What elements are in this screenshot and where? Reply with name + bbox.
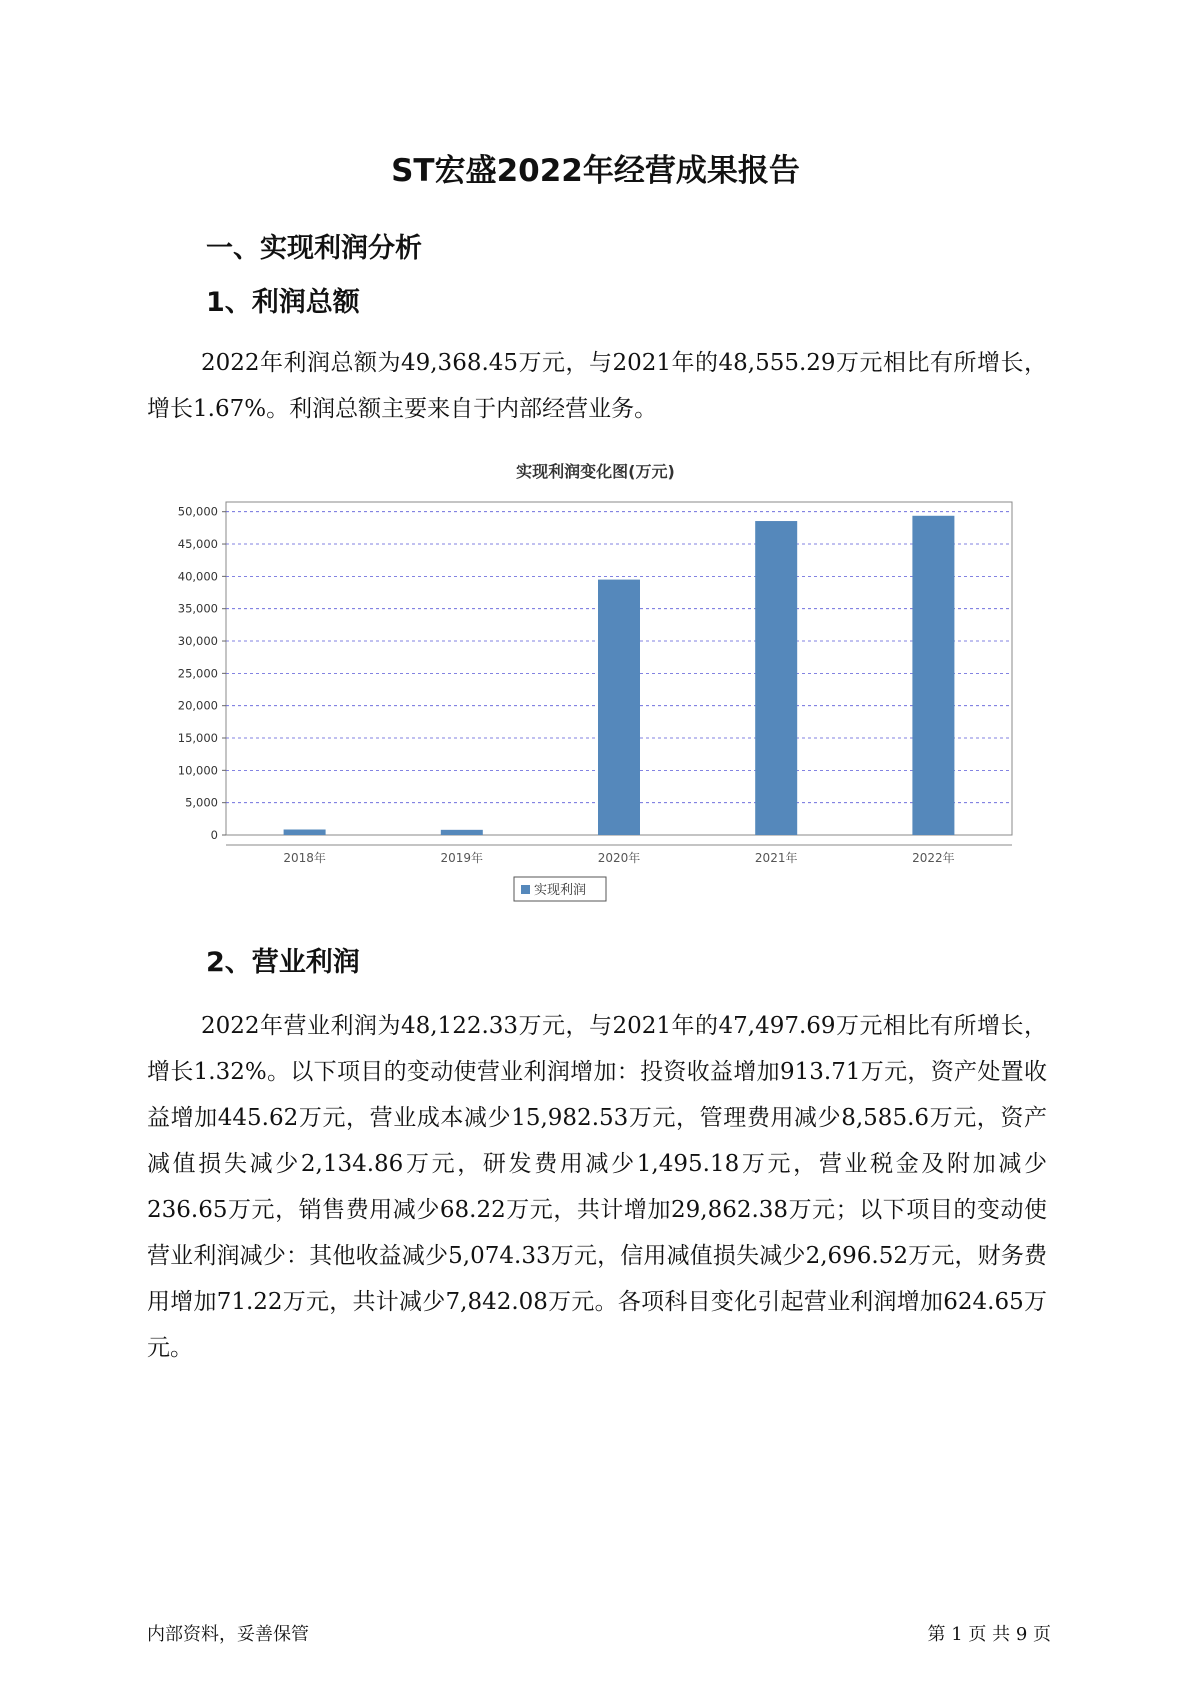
y-tick-label: 0: [210, 828, 218, 842]
section-heading: 一、实现利润分析: [206, 233, 422, 264]
legend-swatch: [521, 885, 530, 894]
footer-confidential-note: 内部资料，妥善保管: [147, 1624, 309, 1645]
y-tick-label: 10,000: [177, 763, 218, 778]
legend-label: 实现利润: [534, 883, 587, 898]
y-tick-label: 15,000: [177, 731, 218, 746]
y-tick-label: 25,000: [177, 666, 218, 681]
bar: [284, 830, 326, 835]
profit-bar-chart: [150, 490, 1030, 905]
chart-title: 实现利润变化图(万元): [516, 462, 675, 481]
total-profit-paragraph: 2022年利润总额为49,368.45万元，与2021年的48,555.29万元相比有所增长，增长1.67%。利润总额主要来自于内部经营业务。: [147, 350, 1047, 422]
bar: [441, 830, 483, 835]
x-tick-label: 2019年: [440, 851, 484, 865]
operating-profit-paragraph: 2022年营业利润为48,122.33万元，与2021年的47,497.69万元相比有所增长，增长1.32%。以下项目的变动使营业利润增加：投资收益增加913.71万元，资产处置收益增加445.62万元，营业成本减少15,982.53万元，管理费用减少8,585.6万元，资产减值损失减少2,134.86万元，研发费用减少1,495.18万元，营业税金及附加减少236.65万元，销售费用减少68.22万元，共计增加29,862.38万元；以下项目的变动使营业利润减少：其他收益减少5,074.33万元，信用减值损失减少2,696.52万元，财务费用增加71.22万元，共计减少7,842.08万元。各项科目变化引起营业利润增加624.65万元。: [147, 1013, 1047, 1361]
page-title: ST宏盛2022年经营成果报告: [391, 153, 800, 189]
y-tick-label: 45,000: [177, 537, 218, 552]
footer-page-number: 第 1 页 共 9 页: [927, 1624, 1051, 1645]
subsection-heading-total-profit: 1、利润总额: [206, 287, 360, 318]
y-tick-label: 5,000: [185, 795, 218, 810]
subsection-heading-operating-profit: 2、营业利润: [206, 947, 360, 978]
y-tick-label: 35,000: [177, 601, 218, 616]
x-tick-label: 2022年: [912, 851, 955, 865]
y-tick-label: 40,000: [177, 569, 218, 584]
bar: [598, 580, 640, 835]
x-tick-label: 2020年: [597, 851, 641, 865]
y-tick-label: 20,000: [177, 698, 218, 713]
y-tick-label: 30,000: [177, 634, 218, 649]
x-tick-label: 2021年: [754, 851, 798, 865]
bar: [912, 516, 954, 835]
y-tick-label: 50,000: [177, 504, 218, 519]
x-tick-label: 2018年: [283, 851, 326, 865]
bar: [755, 521, 797, 835]
